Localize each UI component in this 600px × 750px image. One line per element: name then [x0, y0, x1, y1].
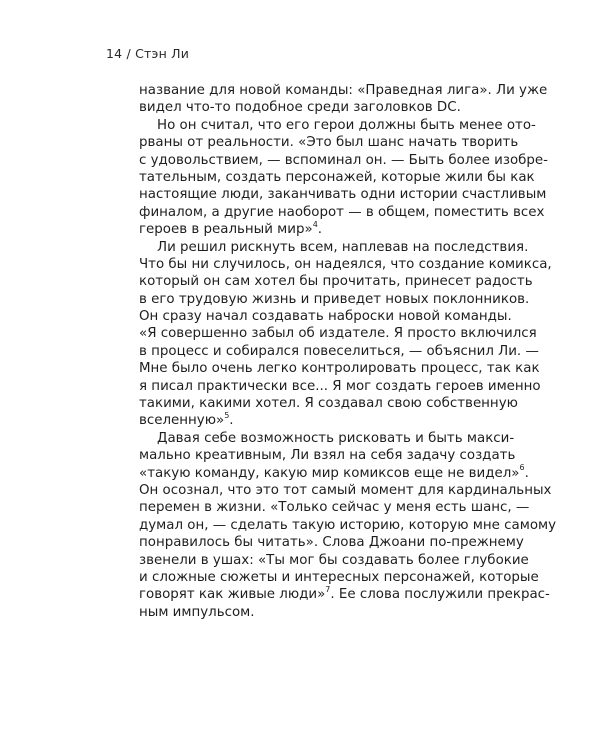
text-line: мально креативным, Ли взял на себя задачу создать [139, 448, 516, 464]
text-line: Что бы ни случилось, он надеялся, что создание комикса, [139, 256, 552, 272]
text-line: такими, какими хотел. Я создавал свою собственную [139, 396, 518, 412]
text-line: Он сразу начал создавать наброски новой команды. [139, 309, 512, 325]
text-line: вселенную»$^5$. [139, 410, 234, 429]
body-text [139, 82, 557, 621]
text-line: с удовольствием, — вспоминал он. — Быть более изобре- [139, 152, 548, 168]
text-line: в его трудовую жизнь и приведет новых поклонников. [139, 291, 530, 307]
text-line: видел что-то подобное среди заголовков DC. [139, 100, 461, 116]
text-line: «Я совершенно забыл об издателе. Я просто включился [139, 326, 537, 342]
page-number: 14 [106, 46, 123, 61]
footnote-marker: 4 [312, 219, 318, 229]
footnote-marker: 5 [224, 410, 230, 420]
footnote-marker: 6 [519, 463, 525, 473]
text-line: который он сам хотел бы прочитать, принесет радость [139, 274, 533, 290]
text-line: Ли решил рискнуть всем, наплевав на последствия. [157, 239, 529, 255]
text-line: настоящие люди, заканчивать одни истории счастливым [139, 187, 547, 203]
text-line: понравилось бы читать». Слова Джоани по-прежнему [139, 535, 524, 551]
running-head [106, 46, 189, 61]
text-line: Давая себе возможность рисковать и быть макси- [157, 430, 515, 446]
text-line: «такую команду, какую мир комиксов еще не видел»$^6$. [139, 463, 529, 481]
footnote-marker: 7 [325, 584, 331, 594]
text-line: перемен в жизни. «Только сейчас у меня есть шанс, — [139, 500, 530, 516]
text-line: тательным, создать персонажей, которые жили бы как [139, 169, 535, 185]
text-line: звенели в ушах: «Ты мог бы создавать более глубокие [139, 552, 529, 568]
text-line: рваны от реальности. «Это был шанс начать творить [139, 135, 519, 151]
text-line: Мне было очень легко контролировать процесс, так как [139, 361, 540, 377]
text-line: название для новой команды: «Праведная лига». Ли уже [139, 83, 548, 98]
text-line: ным импульсом. [139, 604, 255, 620]
header-author: Стэн Ли [135, 46, 190, 61]
text-line: думал он, — сделать такую историю, которую мне самому [139, 517, 557, 533]
text-line: я писал практически все... Я мог создать героев именно [139, 378, 541, 394]
text-line: Но он считал, что его герои должны быть менее ото- [157, 117, 536, 133]
text-line: говорят как живые люди»$^7$. Ее слова послужили прекрас- [139, 584, 550, 603]
header-separator: / [126, 46, 131, 61]
text-line: Он осознал, что это тот самый момент для кардинальных [139, 482, 552, 498]
text-line: финалом, а другие наоборот — в общем, поместить всех [139, 204, 545, 220]
text-line: героев в реальный мир»$^4$. [139, 219, 323, 238]
text-line: в процесс и собирался повеселиться, — объяснил Ли. — [139, 343, 539, 359]
text-line: и сложные сюжеты и интересных персонажей, которые [139, 569, 539, 585]
